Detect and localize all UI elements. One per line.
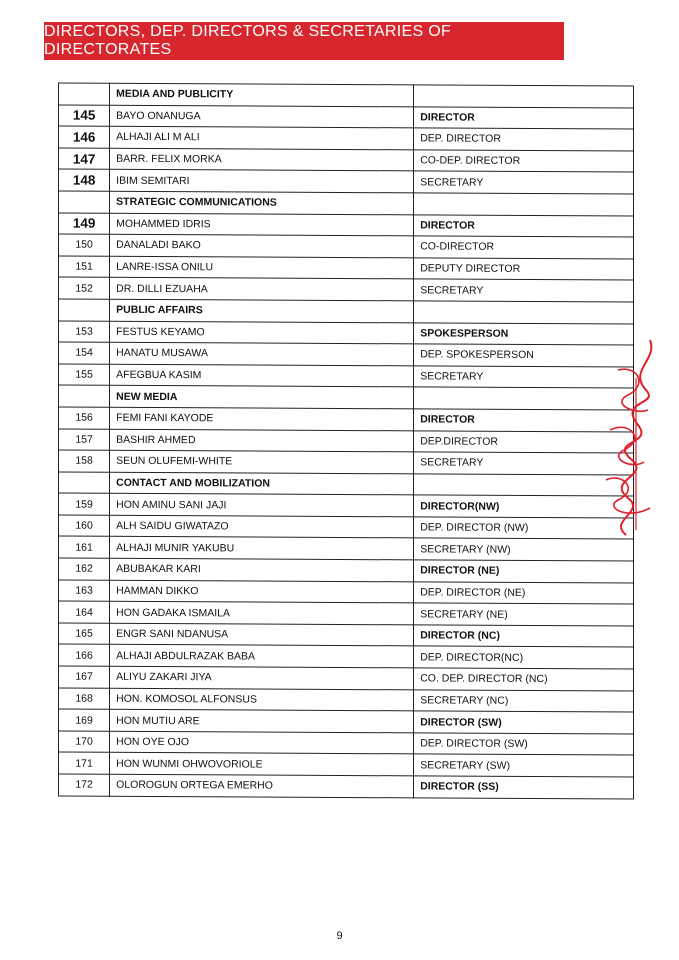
member-name: HON WUNMI OHWOVORIOLE xyxy=(110,753,414,776)
member-role xyxy=(414,85,634,108)
row-number: 163 xyxy=(59,580,110,602)
member-role: DIRECTOR xyxy=(414,409,634,432)
member-role: DIRECTOR xyxy=(414,214,634,237)
member-name: SEUN OLUFEMI-WHITE xyxy=(110,450,414,473)
row-number: 165 xyxy=(59,623,110,645)
member-name: ABUBAKAR KARI xyxy=(110,558,414,581)
member-name: BARR. FELIX MORKA xyxy=(110,148,414,171)
member-role: SECRETARY xyxy=(414,452,634,475)
table-row xyxy=(59,558,634,583)
section-header-row xyxy=(59,83,634,108)
section-title: NEW MEDIA xyxy=(110,386,414,409)
row-number: 161 xyxy=(59,536,110,558)
table-row xyxy=(59,666,634,691)
row-number: 145 xyxy=(59,105,110,127)
row-number: 159 xyxy=(59,493,110,515)
table-row xyxy=(59,364,634,389)
row-number: 155 xyxy=(59,364,110,386)
table-row xyxy=(59,428,634,453)
member-name: IBIM SEMITARI xyxy=(110,170,414,193)
member-role: DIRECTOR xyxy=(414,106,634,129)
table-row xyxy=(59,148,634,173)
row-number: 158 xyxy=(59,450,110,472)
table-row xyxy=(59,169,634,194)
table-row xyxy=(59,623,634,648)
member-role: DEP. DIRECTOR xyxy=(414,128,634,151)
table-row xyxy=(59,731,634,756)
table-row xyxy=(59,277,634,302)
member-role: SECRETARY (SW) xyxy=(414,754,634,777)
table-row xyxy=(59,213,634,238)
member-role: SECRETARY (NC) xyxy=(414,689,634,712)
member-name: BASHIR AHMED xyxy=(110,429,414,452)
table-row xyxy=(59,688,634,713)
row-number: 168 xyxy=(59,688,110,710)
member-name: ALHAJI MUNIR YAKUBU xyxy=(110,537,414,560)
member-role: SECRETARY (NE) xyxy=(414,603,634,626)
row-number: 152 xyxy=(59,277,110,299)
member-name: HAMMAN DIKKO xyxy=(110,580,414,603)
table-row xyxy=(59,407,634,432)
row-number: 171 xyxy=(59,752,110,774)
table-row xyxy=(59,536,634,561)
table-row xyxy=(59,105,634,130)
member-name: HON GADAKA ISMAILA xyxy=(110,602,414,625)
member-role: DEP. DIRECTOR (NW) xyxy=(414,517,634,540)
page-number: 9 xyxy=(336,930,343,942)
member-role: DIRECTOR (NC) xyxy=(414,625,634,648)
row-number: 154 xyxy=(59,342,110,364)
member-role: SPOKESPERSON xyxy=(414,322,634,345)
directorate-table xyxy=(58,82,634,799)
section-title: MEDIA AND PUBLICITY xyxy=(110,83,414,106)
row-number: 149 xyxy=(59,213,110,235)
member-role: CO. DEP. DIRECTOR (NC) xyxy=(414,668,634,691)
member-name: HON MUTIU ARE xyxy=(110,709,414,732)
member-role: DIRECTOR (SW) xyxy=(414,711,634,734)
member-role: DIRECTOR (SS) xyxy=(414,776,634,799)
row-number: 156 xyxy=(59,407,110,429)
member-role: DEP. DIRECTOR (SW) xyxy=(414,733,634,756)
table-body xyxy=(59,83,634,799)
section-title: PUBLIC AFFAIRS xyxy=(110,299,414,322)
row-number: 148 xyxy=(59,169,110,191)
member-name: DANALADI BAKO xyxy=(110,234,414,257)
row-number: 172 xyxy=(59,774,110,796)
member-role: DEP. DIRECTOR (NE) xyxy=(414,582,634,605)
member-role: DEP. DIRECTOR(NC) xyxy=(414,646,634,669)
member-name: ALIYU ZAKARI JIYA xyxy=(110,666,414,689)
table-row xyxy=(59,580,634,605)
member-name: LANRE-ISSA ONILU xyxy=(110,256,414,279)
member-name: ALHAJI ALI M ALI xyxy=(110,126,414,149)
table-row xyxy=(59,774,634,799)
row-number: 153 xyxy=(59,321,110,343)
table-row xyxy=(59,644,634,669)
section-header-row xyxy=(59,385,634,410)
member-role: DEP. SPOKESPERSON xyxy=(414,344,634,367)
member-name: AFEGBUA KASIM xyxy=(110,364,414,387)
table-row xyxy=(59,234,634,259)
header-banner xyxy=(44,22,564,60)
member-name: HON. KOMOSOL ALFONSUS xyxy=(110,688,414,711)
row-number xyxy=(59,191,110,213)
row-number: 146 xyxy=(59,126,110,148)
handwritten-signature xyxy=(588,330,678,550)
table-row xyxy=(59,126,634,151)
section-header-row xyxy=(59,191,634,216)
member-role: SECRETARY xyxy=(414,366,634,389)
member-name: FESTUS KEYAMO xyxy=(110,321,414,344)
member-name: OLOROGUN ORTEGA EMERHO xyxy=(110,774,414,797)
member-name: HANATU MUSAWA xyxy=(110,342,414,365)
row-number: 160 xyxy=(59,515,110,537)
table-row xyxy=(59,450,634,475)
member-name: HON OYE OJO xyxy=(110,731,414,754)
row-number: 167 xyxy=(59,666,110,688)
row-number xyxy=(59,299,110,321)
member-role: CO-DEP. DIRECTOR xyxy=(414,150,634,173)
section-header-row xyxy=(59,472,634,497)
member-name: ALHAJI ABDULRAZAK BABA xyxy=(110,645,414,668)
table-row xyxy=(59,709,634,734)
member-role: SECRETARY xyxy=(414,171,634,194)
table-row xyxy=(59,752,634,777)
row-number xyxy=(59,385,110,407)
row-number: 147 xyxy=(59,148,110,170)
row-number xyxy=(59,83,110,105)
page-title: DIRECTORS, DEP. DIRECTORS & SECRETARIES OF DIRECTORATES xyxy=(44,23,452,58)
member-role: DEPUTY DIRECTOR xyxy=(414,258,634,281)
table-row xyxy=(59,493,634,518)
member-role xyxy=(414,301,634,324)
table-row xyxy=(59,256,634,281)
member-role: CO-DIRECTOR xyxy=(414,236,634,259)
section-header-row xyxy=(59,299,634,324)
row-number: 166 xyxy=(59,644,110,666)
member-role: DIRECTOR(NW) xyxy=(414,495,634,518)
member-role: DIRECTOR (NE) xyxy=(414,560,634,583)
row-number: 162 xyxy=(59,558,110,580)
table-row xyxy=(59,515,634,540)
row-number: 169 xyxy=(59,709,110,731)
row-number: 164 xyxy=(59,601,110,623)
table-row xyxy=(59,601,634,626)
member-role: DEP.DIRECTOR xyxy=(414,430,634,453)
member-name: ALH SAIDU GIWATAZO xyxy=(110,515,414,538)
member-name: DR. DILLI EZUAHA xyxy=(110,278,414,301)
member-role xyxy=(414,193,634,216)
table-row xyxy=(59,342,634,367)
row-number: 170 xyxy=(59,731,110,753)
member-role: SECRETARY xyxy=(414,279,634,302)
row-number: 150 xyxy=(59,234,110,256)
row-number: 157 xyxy=(59,428,110,450)
table-row xyxy=(59,321,634,346)
member-role: SECRETARY (NW) xyxy=(414,538,634,561)
member-name: MOHAMMED IDRIS xyxy=(110,213,414,236)
member-name: HON AMINU SANI JAJI xyxy=(110,494,414,517)
row-number: 151 xyxy=(59,256,110,278)
member-name: FEMI FANI KAYODE xyxy=(110,407,414,430)
section-title: CONTACT AND MOBILIZATION xyxy=(110,472,414,495)
member-name: ENGR SANI NDANUSA xyxy=(110,623,414,646)
row-number xyxy=(59,472,110,494)
member-name: BAYO ONANUGA xyxy=(110,105,414,128)
section-title: STRATEGIC COMMUNICATIONS xyxy=(110,191,414,214)
